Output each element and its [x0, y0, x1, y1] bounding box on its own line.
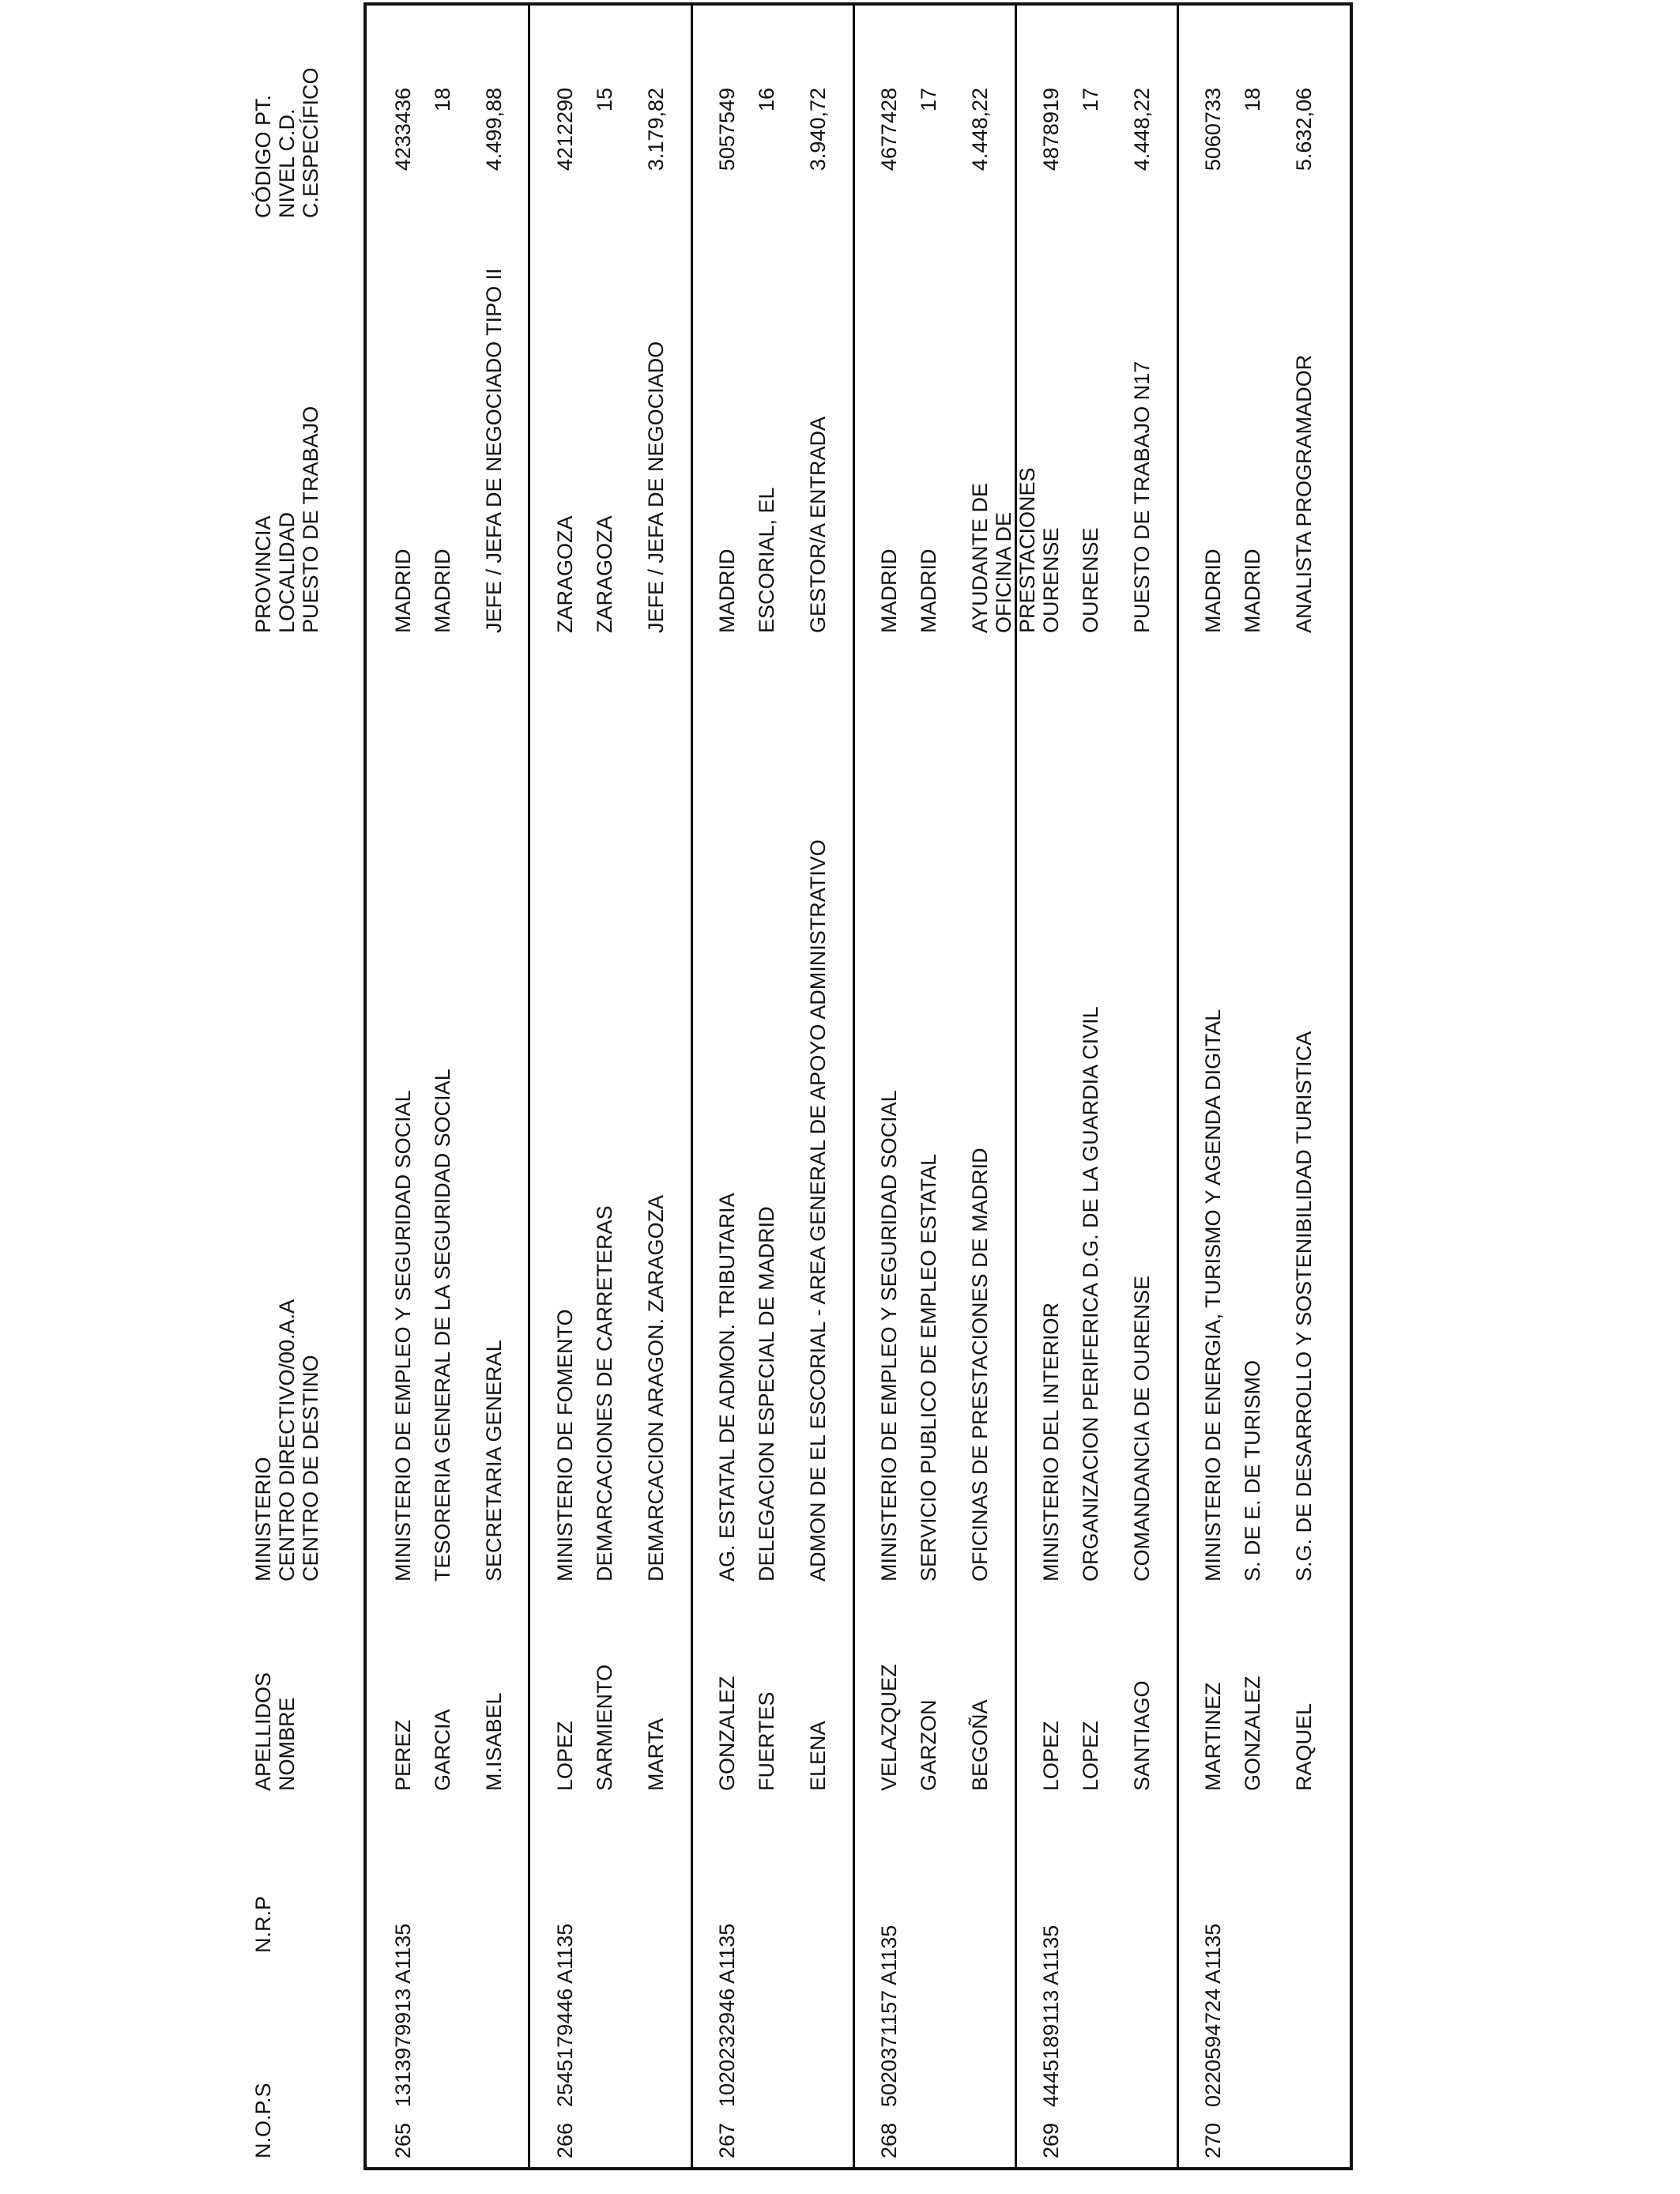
header-nombre: NOMBRE — [275, 1697, 299, 1791]
nivel-cell: 18 — [1241, 88, 1264, 112]
header-codigo: CÓDIGO PT. — [251, 94, 275, 218]
apellido2-cell: GONZALEZ — [1241, 1676, 1264, 1791]
nivel-cell: 18 — [431, 88, 454, 112]
nops-cell: 270 — [1201, 2122, 1225, 2158]
centro-destino-cell: COMANDANCIA DE OURENSE — [1130, 1275, 1154, 1581]
nombre-cell: ELENA — [806, 1721, 830, 1791]
nivel-cell: 17 — [1079, 88, 1102, 112]
row-divider — [528, 6, 530, 2167]
provincia-cell: MADRID — [715, 548, 739, 633]
localidad-cell: ZARAGOZA — [593, 515, 616, 633]
ministerio-cell: MINISTERIO DE EMPLEO Y SEGURIDAD SOCIAL — [877, 1090, 901, 1581]
codigo-cell: 4677428 — [877, 88, 901, 172]
puesto-cell: JEFE / JEFA DE NEGOCIADO — [644, 341, 668, 633]
especifico-cell: 5.632,06 — [1292, 88, 1316, 172]
row-divider — [1015, 6, 1017, 2167]
nombre-cell: M.ISABEL — [482, 1692, 506, 1791]
ministerio-cell: MINISTERIO DE FOMENTO — [553, 1309, 577, 1581]
header-provincia: PROVINCIA — [251, 515, 275, 633]
apellido2-cell: GARCIA — [431, 1709, 454, 1791]
centro-directivo-cell: S. DE E. DE TURISMO — [1241, 1359, 1264, 1581]
centro-destino-cell: DEMARCACION ARAGON. ZARAGOZA — [644, 1194, 668, 1581]
header-nrp: N.R.P — [251, 1895, 275, 1953]
localidad-cell: MADRID — [431, 548, 454, 633]
centro-directivo-cell: SERVICIO PUBLICO DE EMPLEO ESTATAL — [917, 1153, 940, 1581]
nops-cell: 269 — [1039, 2122, 1063, 2158]
ministerio-cell: MINISTERIO DE ENERGIA, TURISMO Y AGENDA DIGITAL — [1201, 1008, 1225, 1581]
nombre-cell: MARTA — [644, 1717, 668, 1791]
nrp-cell: 1020232946 A1135 — [715, 1923, 739, 2107]
header-centro-directivo: CENTRO DIRECTIVO/00.A.A — [275, 1299, 299, 1581]
header-localidad: LOCALIDAD — [275, 511, 299, 633]
nivel-cell: 15 — [593, 88, 616, 112]
header-ministerio: MINISTERIO — [251, 1457, 275, 1581]
apellido1-cell: LOPEZ — [1039, 1721, 1063, 1791]
ministerio-cell: AG. ESTATAL DE ADMON. TRIBUTARIA — [715, 1193, 739, 1581]
apellido2-cell: FUERTES — [755, 1691, 778, 1791]
provincia-cell: OURENSE — [1039, 527, 1063, 633]
puesto-cell: GESTOR/A ENTRADA — [806, 416, 830, 633]
nops-cell: 266 — [553, 2122, 577, 2158]
centro-destino-cell: ADMON DE EL ESCORIAL - AREA GENERAL DE APOYO ADMINISTRATIVO — [806, 839, 830, 1581]
header-nivel: NIVEL C.D. — [275, 108, 299, 218]
apellido1-cell: MARTINEZ — [1201, 1682, 1225, 1791]
nrp-cell: 2545179446 A1135 — [553, 1923, 577, 2107]
nrp-cell: 1313979913 A1135 — [391, 1923, 415, 2107]
apellido1-cell: LOPEZ — [553, 1721, 577, 1791]
centro-directivo-cell: TESORERIA GENERAL DE LA SEGURIDAD SOCIAL — [431, 1069, 454, 1581]
codigo-cell: 5060733 — [1201, 88, 1225, 172]
nrp-cell: 5020371157 A1135 — [877, 1924, 901, 2107]
apellido2-cell: GARZON — [917, 1699, 940, 1791]
provincia-cell: ZARAGOZA — [553, 515, 577, 633]
header-nops: N.O.P.S — [251, 2083, 275, 2158]
ministerio-cell: MINISTERIO DEL INTERIOR — [1039, 1302, 1063, 1581]
codigo-cell: 4233436 — [391, 88, 415, 172]
centro-destino-cell: SECRETARIA GENERAL — [482, 1340, 506, 1581]
nrp-cell: 0220594724 A1135 — [1201, 1923, 1225, 2107]
row-divider — [853, 6, 855, 2167]
nrp-cell: 4445189113 A1135 — [1039, 1924, 1063, 2107]
centro-destino-cell: OFICINAS DE PRESTACIONES DE MADRID — [968, 1148, 992, 1581]
codigo-cell: 4878919 — [1039, 88, 1063, 172]
apellido1-cell: VELAZQUEZ — [877, 1664, 901, 1791]
nombre-cell: BEGOÑA — [968, 1699, 992, 1791]
localidad-cell: MADRID — [917, 548, 940, 633]
especifico-cell: 3.940,72 — [806, 88, 830, 172]
codigo-cell: 4212290 — [553, 88, 577, 172]
puesto-cell: ANALISTA PROGRAMADOR — [1292, 354, 1316, 633]
nombre-cell: RAQUEL — [1292, 1702, 1316, 1791]
nivel-cell: 16 — [755, 88, 778, 112]
codigo-cell: 5057549 — [715, 88, 739, 172]
ministerio-cell: MINISTERIO DE EMPLEO Y SEGURIDAD SOCIAL — [391, 1090, 415, 1581]
nombre-cell: SANTIAGO — [1130, 1680, 1154, 1791]
centro-directivo-cell: DELEGACION ESPECIAL DE MADRID — [755, 1206, 778, 1581]
centro-destino-cell: S.G. DE DESARROLLO Y SOSTENIBILIDAD TURISTICA — [1292, 1031, 1316, 1581]
row-divider — [1177, 6, 1179, 2167]
especifico-cell: 4.499,88 — [482, 88, 506, 172]
puesto-cell: JEFE / JEFA DE NEGOCIADO TIPO II — [482, 268, 506, 633]
nops-cell: 267 — [715, 2122, 739, 2158]
row-divider — [691, 6, 693, 2167]
header-centro-destino: CENTRO DE DESTINO — [299, 1355, 322, 1581]
apellido1-cell: GONZALEZ — [715, 1676, 739, 1791]
provincia-cell: MADRID — [391, 548, 415, 633]
header-apellidos: APELLIDOS — [251, 1672, 275, 1791]
localidad-cell: OURENSE — [1079, 527, 1102, 633]
especifico-cell: 4.448,22 — [968, 88, 992, 172]
header-puesto: PUESTO DE TRABAJO — [299, 405, 322, 633]
apellido2-cell: SARMIENTO — [593, 1664, 616, 1791]
apellido1-cell: PEREZ — [391, 1719, 415, 1791]
nops-cell: 265 — [391, 2122, 415, 2158]
header-especifico: C.ESPECÍFICO — [299, 67, 322, 218]
provincia-cell: MADRID — [1201, 548, 1225, 633]
centro-directivo-cell: DEMARCACIONES DE CARRETERAS — [593, 1205, 616, 1581]
localidad-cell: MADRID — [1241, 548, 1264, 633]
localidad-cell: ESCORIAL, EL — [755, 487, 778, 633]
especifico-cell: 3.179,82 — [644, 88, 668, 172]
provincia-cell: MADRID — [877, 548, 901, 633]
puesto-cell: AYUDANTE DE OFICINA DE PRESTACIONES — [968, 467, 1039, 633]
centro-directivo-cell: ORGANIZACION PERIFERICA D.G. DE LA GUARDIA CIVIL — [1079, 1006, 1102, 1581]
nivel-cell: 17 — [917, 88, 940, 112]
nops-cell: 268 — [877, 2122, 901, 2158]
puesto-cell: PUESTO DE TRABAJO N17 — [1130, 360, 1154, 633]
apellido2-cell: LOPEZ — [1079, 1721, 1102, 1791]
especifico-cell: 4.448,22 — [1130, 88, 1154, 172]
